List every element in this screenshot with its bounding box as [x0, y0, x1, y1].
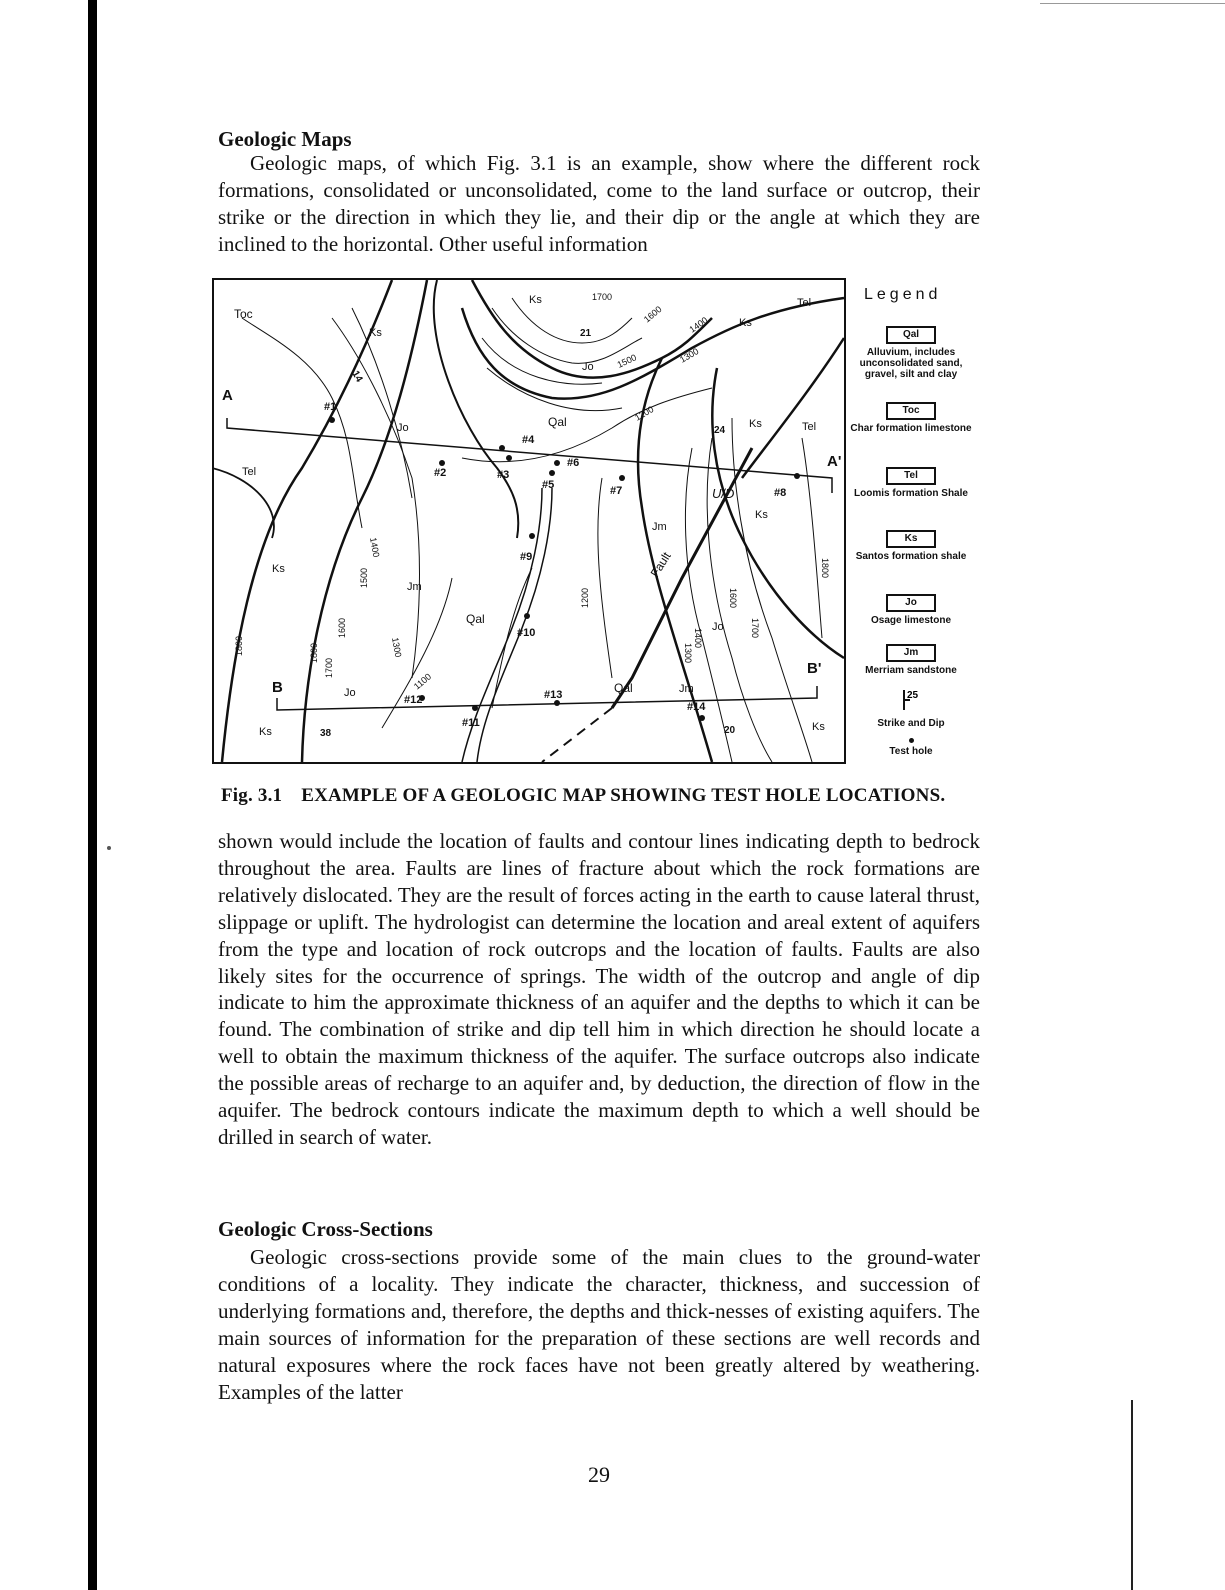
map-label-qal-3: Qal	[614, 681, 633, 695]
legend-swatch-tel: Tel	[886, 467, 936, 485]
hole-label-3: #3	[497, 469, 510, 481]
paragraph-continued-text: shown would include the location of faults and contour lines indicating depth to bedrock throughout the area. Faults are lines of fracture about which the rock formations are relatively dislocated. They are the result of forces acting in the earth to cause lateral thrust, slippage or uplift. The hydrologist can determine the location and areal extent of aquifers from the type and location of rock outcrops and the location of faults. Faults are also likely sites for the occurrence of springs. The width of the outcrop and angle of dip indicate to him the approximate thickness of an aquifer and the depths to which it can be found. The combination of strike and dip tell him in which direction he should locate a well to obtain the maximum thickness of the aquifer. The surface outcrops also indicate the possible areas of recharge to an aquifer and, by deduction, the direction of flow in the aquifer. The bedrock contours indicate the maximum depth to which a well should be drilled in search of water.	[218, 829, 980, 1149]
legend-desc-jm: Merriam sandstone	[865, 665, 957, 676]
dip-value-20: 20	[724, 725, 736, 736]
legend-item-jo	[846, 592, 976, 626]
map-label-jo-4: Jo	[344, 687, 356, 699]
hole-label-5: #5	[542, 479, 555, 491]
legend-swatch-qal: Qal	[886, 326, 936, 344]
legend-item-toc	[846, 400, 976, 434]
contour-1700-right: 1700	[750, 618, 760, 639]
figure-caption-text: EXAMPLE OF A GEOLOGIC MAP SHOWING TEST HOLE LOCATIONS.	[301, 785, 946, 806]
figure-caption-number: Fig. 3.1	[221, 785, 283, 806]
map-label-tel-left: Tel	[242, 466, 257, 478]
contour-1500: 1500	[615, 352, 638, 370]
map-label-ks-3: Ks	[739, 317, 752, 329]
contour-1400-right: 1400	[693, 628, 703, 649]
legend-item-test-hole	[846, 738, 976, 757]
hole-label-13: #13	[544, 689, 563, 701]
map-label-b-prime: B'	[807, 660, 822, 677]
contour-1800-right: 1800	[820, 558, 830, 579]
map-label-jo-2: Jo	[582, 361, 594, 373]
map-label-ks-4: Ks	[749, 418, 762, 430]
map-label-ks-8: Ks	[812, 721, 825, 733]
contour-1100: 1100	[411, 671, 434, 692]
hole-label-14: #14	[687, 701, 706, 713]
paragraph-cross-sections-text: Geologic cross-sections provide some of the main clues to the ground-water conditions of a locality. They indicate the character, thickness, and succession of underlying formations and, therefore, the depths and thick-nesses of existing aquifers. The main sources of information for the preparation of these sections are well records and natural exposures where the rock faces have not been greatly altered by weathering. Examples of the latter	[218, 1245, 980, 1404]
section-heading-cross-sections: Geologic Cross-Sections	[218, 1217, 433, 1241]
contour-1200-mid: 1200	[580, 587, 590, 608]
hole-label-4: #4	[522, 434, 535, 446]
hole-label-7: #7	[610, 485, 623, 497]
legend-desc-test-hole: Test hole	[889, 746, 933, 757]
hole-label-2: #2	[434, 467, 447, 479]
hole-label-8: #8	[774, 487, 787, 499]
legend-item-tel	[846, 465, 976, 499]
hole-label-1: #1	[324, 401, 337, 413]
map-label-ks-1: Ks	[369, 327, 382, 339]
contour-1600: 1600	[641, 303, 664, 325]
map-label-b: B	[272, 679, 283, 696]
map-label-ks-5: Ks	[755, 509, 768, 521]
legend-desc-ks: Santos formation shale	[855, 551, 967, 562]
contour-1200: 1200	[633, 404, 656, 423]
legend-desc-tel: Loomis formation Shale	[854, 488, 968, 499]
strike-dip-symbol-icon	[896, 688, 926, 710]
map-legend	[846, 280, 976, 757]
hole-label-9: #9	[520, 551, 533, 563]
legend-desc-toc: Char formation limestone	[850, 423, 972, 434]
map-label-ks-6: Ks	[272, 563, 285, 575]
section-heading-geologic-maps: Geologic Maps	[218, 127, 352, 151]
map-label-a-prime: A'	[827, 453, 842, 470]
legend-swatch-toc: Toc	[886, 402, 936, 420]
contour-1500-mid: 1500	[359, 567, 369, 588]
contour-1700-mid: 1700	[324, 657, 334, 678]
contour-1800-left: 1800	[234, 635, 244, 656]
hole-label-6: #6	[567, 457, 580, 469]
contour-1800-mid: 1800	[309, 642, 319, 663]
map-label-qal-1: Qal	[548, 415, 567, 429]
legend-item-qal	[846, 324, 976, 380]
map-label-fault: Fault	[647, 549, 674, 580]
map-label-tel-right: Tel	[802, 421, 817, 433]
dip-value-21: 21	[580, 328, 592, 339]
map-label-ks-2: Ks	[529, 294, 542, 306]
map-label-jm-3: Jm	[679, 683, 694, 695]
legend-desc-strike-dip: Strike and Dip	[877, 718, 945, 729]
dip-value-38: 38	[320, 728, 332, 739]
map-label-qal-2: Qal	[466, 612, 485, 626]
legend-swatch-jm: Jm	[886, 644, 936, 662]
map-label-ud: U/D	[712, 486, 735, 501]
legend-swatch-jo: Jo	[886, 594, 936, 612]
paragraph-continued	[218, 828, 980, 1151]
paragraph-intro-text: Geologic maps, of which Fig. 3.1 is an example, show where the different rock formations, consolidated or unconsolidated, come to the land surface or outcrop, their strike or the direction in which they lie, and their dip or the angle at which they are inclined to the horizontal. Other useful information	[218, 151, 980, 256]
page-number: 29	[588, 1462, 610, 1487]
paragraph-cross-sections	[218, 1244, 980, 1405]
scan-edge-line	[1131, 1400, 1133, 1590]
legend-title: Legend	[864, 286, 942, 303]
figure-caption	[221, 785, 991, 807]
scan-speck	[107, 846, 111, 850]
contour-1700: 1700	[592, 292, 613, 302]
map-label-toc: Toc	[234, 307, 253, 321]
legend-swatch-ks: Ks	[886, 530, 936, 548]
contour-1600-mid: 1600	[337, 617, 347, 638]
legend-desc-qal: Alluvium, includes unconsolidated sand, gravel, silt and clay	[859, 347, 963, 380]
scan-edge-bar	[88, 0, 97, 1590]
hole-label-12: #12	[404, 694, 423, 706]
geologic-map	[212, 278, 846, 766]
legend-desc-jo: Osage limestone	[870, 615, 952, 626]
map-label-jo-1: Jo	[397, 422, 409, 434]
scan-top-line	[1040, 3, 1225, 4]
map-label-ks-7: Ks	[259, 726, 272, 738]
dip-value-14: 14	[349, 369, 365, 385]
hole-label-10: #10	[517, 627, 536, 639]
map-label-jm-1: Jm	[407, 581, 422, 593]
contour-1600-right: 1600	[728, 588, 738, 609]
contour-1300-mid: 1300	[390, 636, 404, 659]
contour-1400: 1400	[687, 314, 710, 335]
contour-1300-right: 1300	[683, 643, 693, 664]
legend-item-strike-dip	[846, 688, 976, 729]
map-label-a: A	[222, 387, 233, 404]
legend-item-ks	[846, 528, 976, 562]
map-label-tel-top: Tel	[797, 297, 812, 309]
dip-value-24: 24	[714, 425, 726, 436]
paragraph-intro	[218, 150, 980, 258]
map-label-jm-2: Jm	[652, 521, 667, 533]
contour-1400-mid: 1400	[368, 536, 382, 559]
hole-label-11: #11	[462, 717, 480, 729]
test-hole-dot-icon	[909, 738, 914, 743]
legend-item-jm	[846, 642, 976, 676]
contour-1300: 1300	[678, 346, 701, 365]
map-label-jo-3: Jo	[712, 621, 724, 633]
strike-dip-value: 25	[907, 690, 919, 701]
